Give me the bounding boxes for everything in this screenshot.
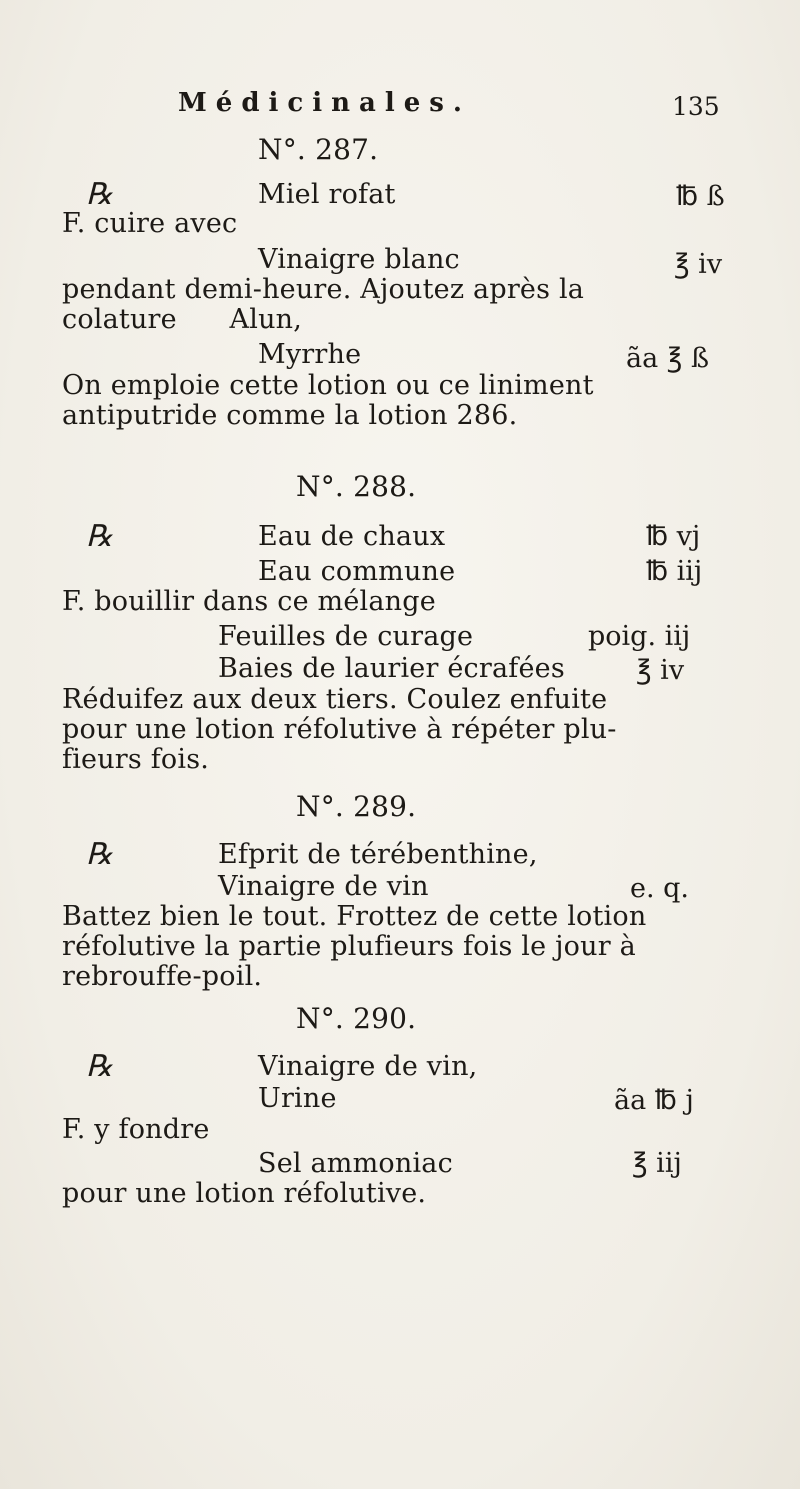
dosage: poig. iij — [588, 621, 691, 652]
instruction-line: pour une lotion réfolutive à répéter plu- — [62, 714, 617, 745]
ingredient: Vinaigre blanc — [258, 244, 460, 275]
ingredient: Eau de chaux — [258, 521, 446, 552]
instruction-line: fieurs fois. — [62, 744, 210, 775]
ingredient: Vinaigre de vin — [218, 871, 429, 902]
dosage: ℥ iij — [632, 1148, 682, 1179]
ingredient: Efprit de térébenthine, — [218, 839, 538, 870]
recipe-number: N°. 287. — [258, 133, 379, 166]
ingredient: Vinaigre de vin, — [258, 1051, 478, 1082]
instruction-line: Battez bien le tout. Frottez de cette lotion — [62, 901, 647, 932]
ingredient: Urine — [258, 1083, 337, 1114]
instruction-line: F. y fondre — [62, 1114, 210, 1145]
instruction-line: F. bouillir dans ce mélange — [62, 586, 436, 617]
instruction-line: réfolutive la partie plufieurs fois le jour à — [62, 931, 636, 962]
recipe-number: N°. 290. — [296, 1002, 417, 1035]
dosage: ℔ ß — [676, 181, 725, 212]
instruction-line: rebrouffe-poil. — [62, 961, 263, 992]
ingredient: Feuilles de curage — [218, 621, 474, 652]
instruction-line: Réduifez aux deux tiers. Coulez enfuite — [62, 684, 608, 715]
dosage: ℥ iv — [636, 655, 685, 686]
recipe-number: N°. 289. — [296, 790, 417, 823]
rx-symbol: ℞ — [86, 177, 114, 212]
instruction-line: pour une lotion réfolutive. — [62, 1178, 427, 1209]
ingredient: Eau commune — [258, 556, 456, 587]
ingredient: Myrrhe — [258, 339, 362, 370]
dosage: ℔ iij — [646, 556, 703, 587]
rx-symbol: ℞ — [86, 519, 114, 554]
instruction-line: colature Alun, — [62, 304, 303, 335]
running-head: Médicinales. — [178, 88, 471, 118]
ingredient: Miel rofat — [258, 179, 396, 210]
rx-symbol: ℞ — [86, 837, 114, 872]
instruction-line: antiputride comme la lotion 286. — [62, 400, 518, 431]
dosage: ãa ℥ ß — [626, 343, 709, 374]
dosage: ãa ℔ j — [614, 1085, 694, 1116]
recipe-number: N°. 288. — [296, 470, 417, 503]
dosage: e. q. — [630, 873, 690, 904]
dosage: ℔ vj — [646, 521, 701, 552]
instruction-line: On emploie cette lotion ou ce liniment — [62, 370, 594, 401]
ingredient: Baies de laurier écrafées — [218, 653, 565, 684]
ingredient: Sel ammoniac — [258, 1148, 453, 1179]
rx-symbol: ℞ — [86, 1049, 114, 1084]
page-number: 135 — [672, 92, 720, 121]
dosage: ℥ iv — [674, 249, 723, 280]
instruction-line: pendant demi-heure. Ajoutez après la — [62, 274, 585, 305]
instruction-line: F. cuire avec — [62, 208, 238, 239]
